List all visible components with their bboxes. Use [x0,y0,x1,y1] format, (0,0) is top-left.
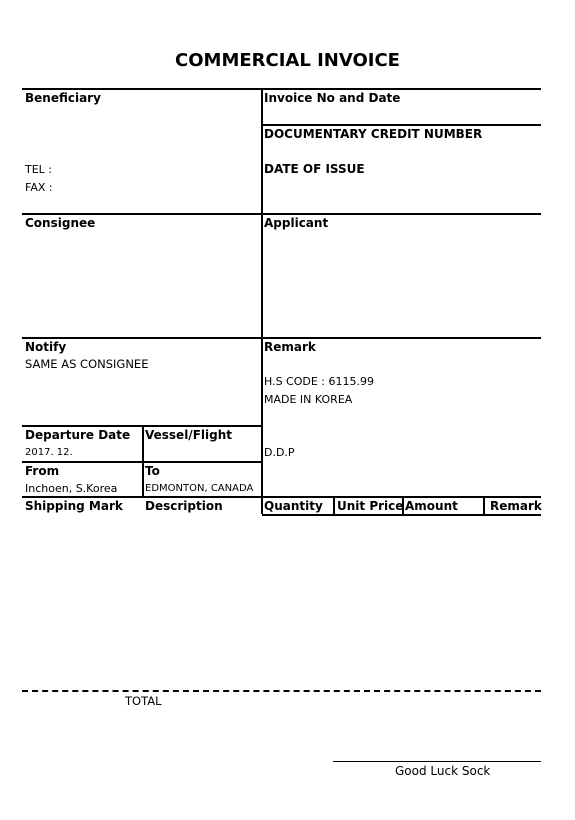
trade-terms-value: D.D.P [264,446,295,459]
documentary-credit-number-label: DOCUMENTARY CREDIT NUMBER [264,127,483,141]
rule-invoice-bottom [262,124,541,126]
notify-label: Notify [25,340,67,354]
rule-beneficiary-bottom [22,213,541,215]
date-of-issue-label: DATE OF ISSUE [264,162,365,176]
remark-label: Remark [264,340,316,354]
to-value: EDMONTON, CANADA [145,483,254,494]
rule-remark-col-left [483,497,485,514]
rule-vessel-left [142,425,144,496]
rule-top [22,88,541,90]
column-amount: Amount [405,499,458,513]
notify-value: SAME AS CONSIGNEE [25,357,149,371]
origin-value: MADE IN KOREA [264,393,353,406]
column-shipping-mark: Shipping Mark [25,499,123,513]
rule-columns-top [22,496,541,498]
rule-center-vertical [261,88,263,514]
invoice-no-date-label: Invoice No and Date [264,91,401,105]
rule-consignee-bottom [22,337,541,339]
to-label: To [145,464,160,478]
departure-date-label: Departure Date [25,428,131,442]
document-title: COMMERCIAL INVOICE [175,50,400,71]
rule-columns-right-bottom [262,514,541,516]
hs-code-value: H.S CODE : 6115.99 [264,375,374,388]
column-quantity: Quantity [264,499,323,513]
tel-label: TEL : [25,163,53,176]
departure-date-value: 2017. 12. [25,447,73,458]
signature-rule [333,761,541,762]
vessel-flight-label: Vessel/Flight [145,428,232,442]
column-remark: Remark [490,499,542,513]
consignee-label: Consignee [25,216,96,230]
column-description: Description [145,499,223,513]
signature-name: Good Luck Sock [395,764,491,778]
total-label: TOTAL [125,694,162,708]
applicant-label: Applicant [264,216,329,230]
from-value: Inchoen, S.Korea [25,482,118,495]
rule-unit-price-left [333,497,335,514]
total-dashed-rule [22,690,541,692]
from-label: From [25,464,60,478]
column-unit-price: Unit Price [337,499,404,513]
fax-label: FAX : [25,181,53,194]
beneficiary-label: Beneficiary [25,91,101,105]
